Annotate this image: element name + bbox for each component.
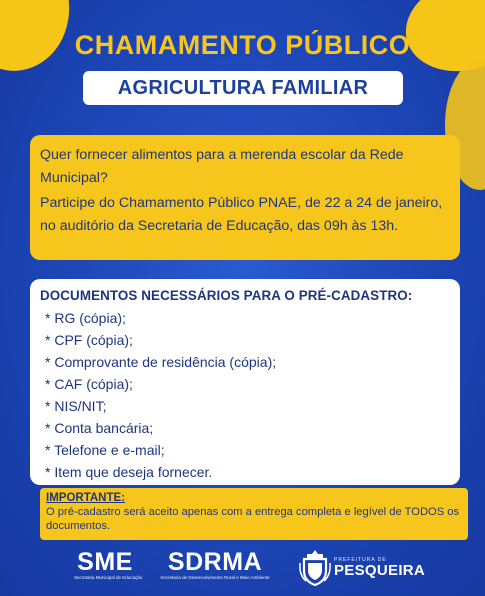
documents-list bbox=[40, 307, 450, 483]
list-item: * CAF (cópia); bbox=[45, 376, 133, 392]
list-item: * Telefone e e-mail; bbox=[45, 442, 165, 458]
sme-logo bbox=[74, 548, 143, 581]
documents-heading: DOCUMENTOS NECESSÁRIOS PARA O PRÉ-CADASTRO: bbox=[40, 288, 413, 303]
intro-box bbox=[30, 135, 460, 260]
list-item: * NIS/NIT; bbox=[45, 398, 107, 414]
documents-box bbox=[30, 279, 460, 485]
important-label: IMPORTANTE: bbox=[46, 492, 126, 504]
coat-of-arms-icon bbox=[298, 549, 332, 587]
list-item: * CPF (cópia); bbox=[45, 332, 133, 348]
list-item: * RG (cópia); bbox=[45, 310, 126, 326]
page-title: CHAMAMENTO PÚBLICO bbox=[74, 30, 411, 60]
list-item: * Item que deseja fornecer. bbox=[45, 464, 213, 480]
prefeitura-label: PREFEITURA DE bbox=[334, 557, 387, 563]
prefeitura-name: PESQUEIRA bbox=[334, 562, 426, 579]
sdrma-logo-name: SDRMA bbox=[167, 548, 263, 576]
sdrma-logo-caption: Secretaria de Desenvolvimento Rural e Meio Ambiente bbox=[160, 575, 270, 580]
list-item: * Conta bancária; bbox=[45, 420, 154, 436]
prefeitura-text bbox=[334, 557, 425, 579]
intro-question: Quer fornecer alimentos para a merenda escolar da Rede Municipal? bbox=[40, 147, 404, 186]
prefeitura-logo bbox=[298, 549, 426, 587]
sme-logo-caption: Secretaria Municipal de Educação bbox=[74, 575, 143, 580]
important-note bbox=[40, 488, 468, 540]
intro-details: Participe do Chamamento Público PNAE, de 22 a 24 de janeiro, no auditório da Secretaria de Educação, das 09h às 13h. bbox=[40, 195, 443, 234]
footer-logos bbox=[0, 549, 485, 589]
sme-logo-name: SME bbox=[77, 548, 133, 576]
page-subtitle: AGRICULTURA FAMILIAR bbox=[83, 71, 403, 105]
sdrma-logo bbox=[160, 549, 270, 581]
important-text: O pré-cadastro será aceito apenas com a entrega completa e legível de TODOS os documentos. bbox=[46, 506, 460, 532]
list-item: * Comprovante de residência (cópia); bbox=[45, 354, 277, 370]
